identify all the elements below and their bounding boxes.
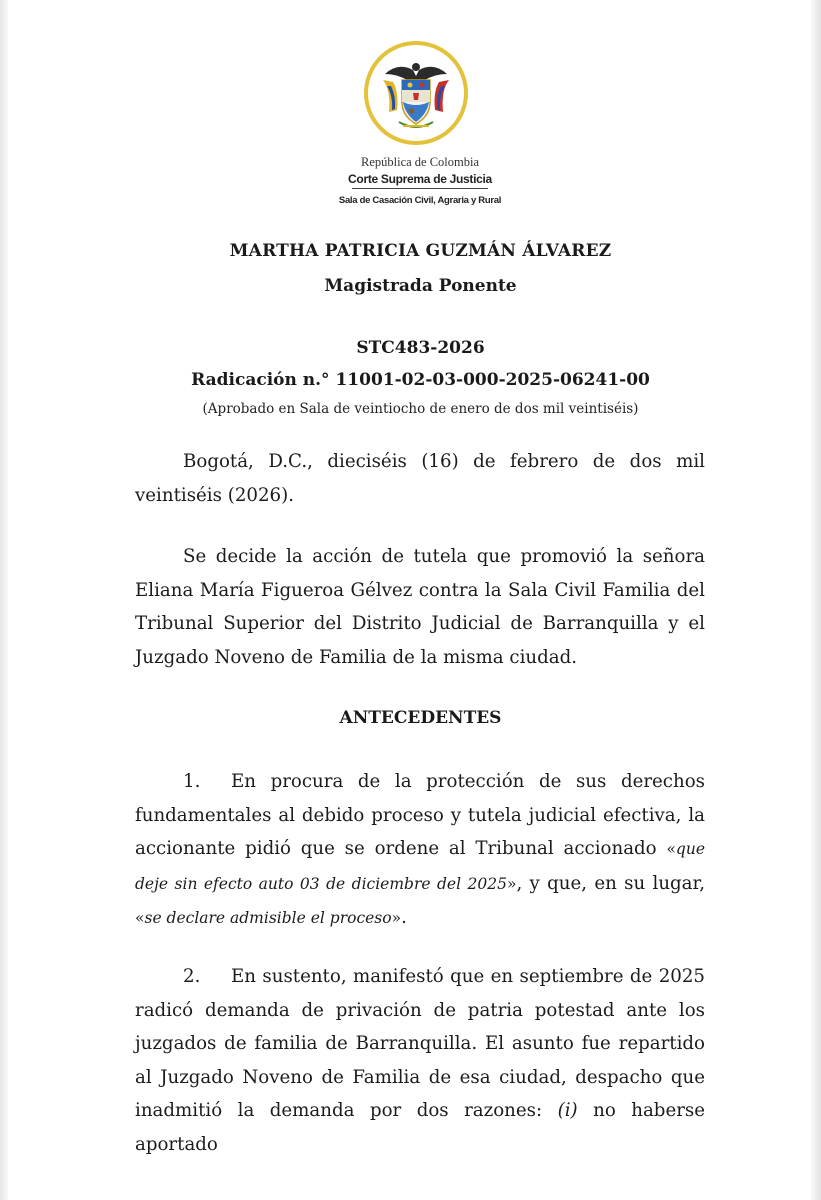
approval-note: (Aprobado en Sala de veintiocho de enero de dos mil veintiséis) — [202, 401, 639, 417]
paragraph-2-text-a: En sustento, manifestó que en septiembre de 2025 radicó demanda de privación de patria potestad ante los juzgados de familia de Barranquilla. El asunto fue repartido al Juzgado Noveno de Familia de esa ciudad, despacho que inadmitió la demanda por dos razones: — [135, 966, 705, 1121]
page-edge-left — [0, 0, 8, 1200]
paragraph-2-number: 2. — [183, 966, 201, 987]
paragraph-2-text-b: no haberse aportado — [135, 1100, 705, 1155]
decision-paragraph — [135, 540, 705, 674]
paragraph-1-text-c: . — [401, 907, 407, 928]
date-text: Bogotá, D.C., dieciséis (16) de febrero de dos mil veintiséis (2026). — [135, 451, 705, 506]
paragraph-1-text-a: En procura de la protección de sus derechos fundamentales al debido proceso y tutela judicial efectiva, la accionante pidió que se ordene al Tribunal accionado — [135, 771, 705, 859]
case-number: STC483-2026 — [356, 338, 485, 358]
paragraph-1-number: 1. — [183, 771, 201, 792]
magistrate-name: MARTHA PATRICIA GUZMÁN ÁLVAREZ — [229, 241, 612, 261]
coat-of-arms-seal-icon — [363, 40, 469, 146]
radicacion-number: Radicación n.° 11001-02-03-000-2025-06241-00 — [191, 370, 650, 390]
paragraph-1-text-b: , y que, en su lugar, — [516, 872, 705, 894]
court-name: Corte Suprema de Justicia — [348, 172, 492, 186]
chamber-name: Sala de Casación Civil, Agraria y Rural — [338, 195, 502, 206]
republica-label: República de Colombia — [360, 155, 480, 169]
date-paragraph — [135, 445, 705, 512]
paragraph-2-italic-marker: (i) — [557, 1100, 578, 1121]
section-title: ANTECEDENTES — [339, 708, 502, 728]
paragraph-1-quote-a: que deje sin efecto auto 03 de diciembre del 2025 — [135, 840, 705, 893]
page-edge-right — [811, 0, 821, 1200]
header-divider — [352, 188, 488, 189]
paragraph-1: 1. En procura de la protección de sus derechos fundamentales al debido proceso y tutela judicial efectiva, la accionante pidió que se ordene al Tribunal accionado «que deje sin efecto auto 03 de diciembre del 2025», y que, en su lugar, «se declare admisible el proceso». — [135, 765, 705, 936]
magistrate-role: Magistrada Ponente — [324, 276, 517, 296]
decision-text: Se decide la acción de tutela que promovió la señora Eliana María Figueroa Gélvez contra la Sala Civil Familia del Tribunal Superior del Distrito Judicial de Barranquilla y el Juzgado Noveno de Familia de la misma ciudad. — [135, 546, 705, 668]
paragraph-2 — [135, 960, 705, 1161]
paragraph-1-quote-b: se declare admisible el proceso — [144, 909, 392, 927]
